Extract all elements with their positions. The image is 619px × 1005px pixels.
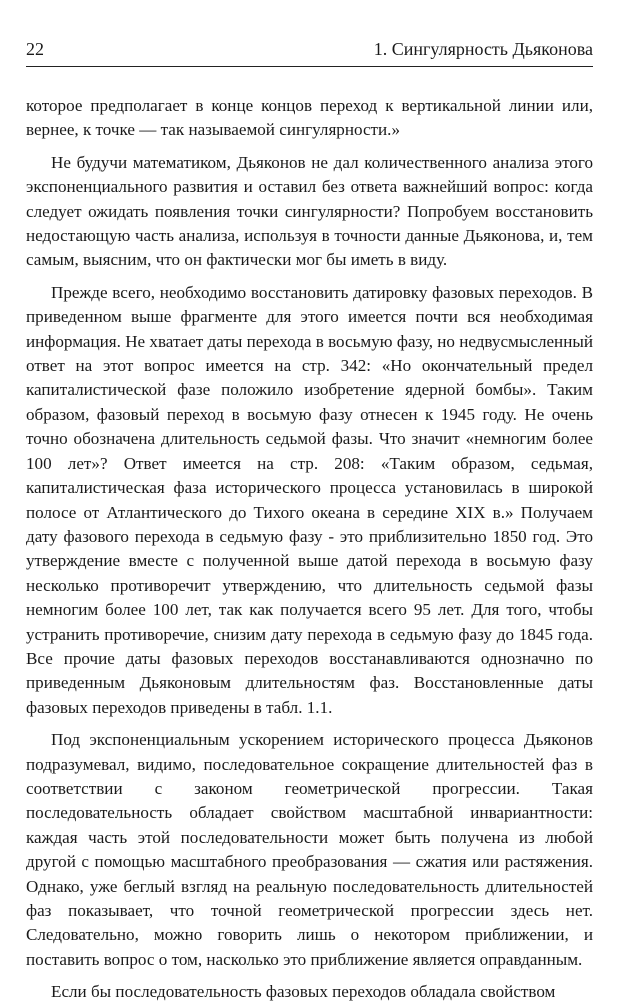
page-number: 22	[26, 39, 44, 59]
body-text	[26, 94, 593, 1005]
paragraph: Прежде всего, необходимо восстановить датировку фазовых переходов. В приведенном выше фрагменте для этого имеется почти вся необходимая информация. Не хватает даты перехода в восьмую фазу, но недвусмысленный ответ на этот вопрос имеется на стр. 342: «Но окончательный предел капиталистической фазе положило изобретение ядерной бомбы». Таким образом, фазовый переход в восьмую фазу отнесен к 1945 году. Не очень точно обозначена длительность седьмой фазы. Что значит «немногим более 100 лет»? Ответ имеется на стр. 208: «Таким образом, седьмая, капиталистическая фаза исторического процесса установилась в широкой полосе от Атлантического до Тихого океана в середине XIX в.» Получаем дату фазового перехода в седьмую фазу - это приблизительно 1850 год. Это утверждение вместе с полученной выше датой перехода в восьмую фазу несколько противоречит утверждению, что длительность седьмой фазы немногим более 100 лет, так как получается всего 95 лет. Для того, чтобы устранить противоречие, снизим дату перехода в седьмую фазу до 1845 года. Все прочие даты фазовых переходов восстанавливаются однозначно по приведенным Дьяконовым длительностям фаз. Восстановленные даты фазовых переходов приведены в табл. 1.1.	[26, 282, 593, 717]
paragraph: Не будучи математиком, Дьяконов не дал количественного анализа этого экспоненциального развития и оставил без ответа важнейший вопрос: когда следует ожидать появления точки сингулярности? Попробуем восстановить недостающую часть анализа, используя в точности данные Дьяконова, и, тем самым, выясним, что он фактически мог бы иметь в виду.	[26, 152, 593, 270]
running-title: 1. Сингулярность Дьяконова	[373, 39, 593, 59]
paragraph: Под экспоненциальным ускорением исторического процесса Дьяконов подразумевал, видимо, последовательное сокращение длительностей фаз в соответствии с законом геометрической прогрессии. Такая последовательность обладает свойством масштабной инвариантности: каждая часть этой последовательности может быть получена из любой другой с помощью масштабного преобразования — сжатия или растяжения. Однако, уже беглый взгляд на реальную последовательность длительностей фаз показывает, что точной геометрической прогрессии здесь нет. Следовательно, можно говорить лишь о некотором приближении, и поставить вопрос о том, насколько это приближение является оправданным.	[26, 730, 593, 969]
paragraph-continuation: которое предполагает в конце концов переход к вертикальной линии или, вернее, к точке — так называемой сингулярности.»	[26, 96, 593, 140]
running-header	[26, 34, 593, 67]
paragraph: Если бы последовательность фазовых переходов обладала свойством	[51, 982, 556, 1002]
